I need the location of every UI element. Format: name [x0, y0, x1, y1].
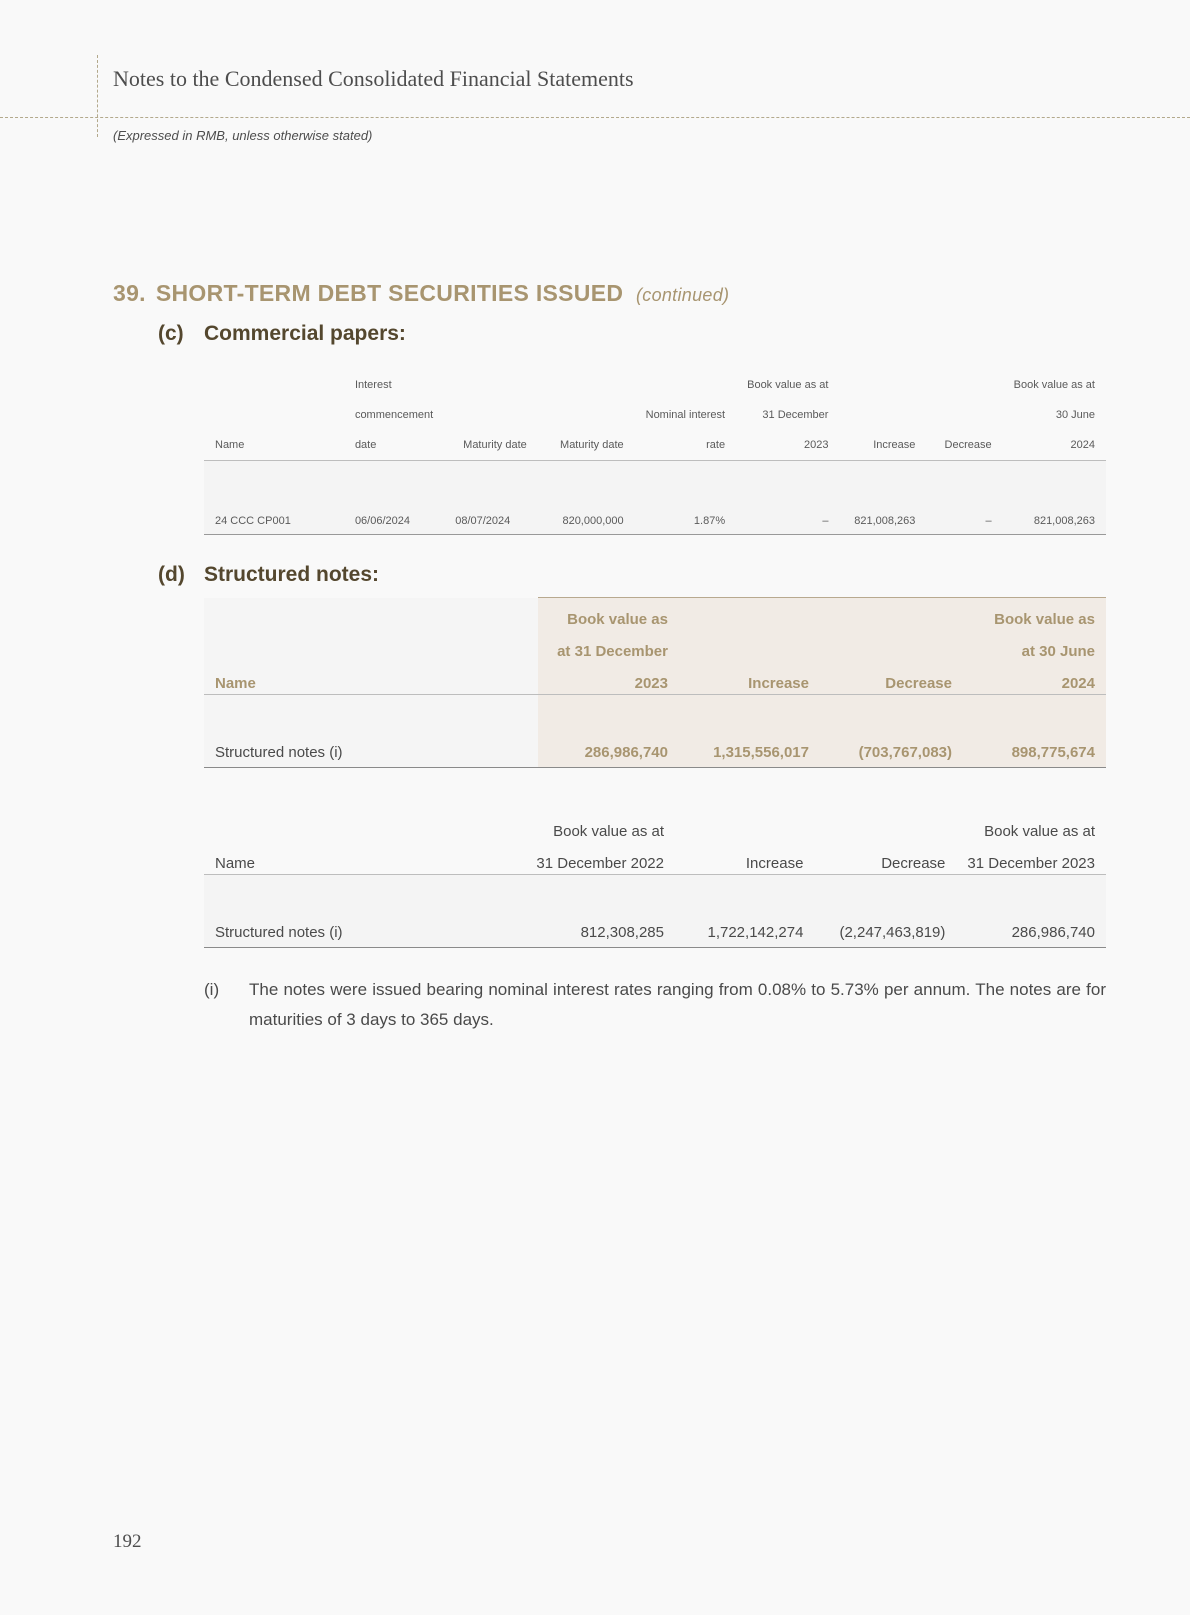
sn24-cell-closing: 898,775,674	[963, 695, 1106, 768]
sn24-header-opening-line3: 2023	[538, 662, 679, 695]
table-row	[204, 461, 1106, 535]
cp-header-bv2024-line3: 2024	[1003, 430, 1106, 461]
sn24-header-decrease: Decrease	[820, 662, 963, 695]
structured-notes-2024-table	[204, 597, 1106, 768]
structured-notes-label: (d)	[158, 563, 185, 586]
cp-cell-increase: 821,008,263	[839, 461, 926, 535]
header-decorative-vertical-line	[97, 55, 98, 137]
sn24-header-increase: Increase	[679, 662, 820, 695]
sn23-header-opening-line1: Book value as at	[553, 823, 664, 840]
cp-cell-rate: 1.87%	[635, 461, 736, 535]
sn23-header-closing-line1: Book value as at	[984, 823, 1095, 840]
cp-cell-bv2024: 821,008,263	[1003, 461, 1106, 535]
footnote-text: The notes were issued bearing nominal interest rates ranging from 0.08% to 5.73% per annum. The notes are for maturities of 3 days to 365 days.	[249, 980, 1106, 1029]
cp-cell-decrease: –	[926, 461, 1002, 535]
cp-header-date: date	[344, 430, 444, 461]
sn23-cell-decrease: (2,247,463,819)	[814, 875, 956, 948]
sn24-header-closing-line2: at 30 June	[963, 630, 1106, 662]
table-row	[204, 695, 1106, 768]
cp-cell-name: 24 CCC CP001	[204, 461, 344, 535]
cp-header-interest: Interest	[354, 379, 392, 391]
commercial-papers-title: Commercial papers:	[204, 322, 406, 345]
cp-header-bv2024-line1: Book value as at	[1013, 379, 1095, 391]
sn24-header-opening-line1: Book value as	[538, 598, 679, 631]
sn24-cell-opening: 286,986,740	[538, 695, 679, 768]
structured-notes-2023-table	[204, 810, 1106, 948]
sn24-header-closing-line3: 2024	[963, 662, 1106, 695]
page-header-subtitle: (Expressed in RMB, unless otherwise stated)	[113, 128, 373, 143]
sn23-header-increase: Increase	[675, 842, 814, 875]
footnote-marker: (i)	[204, 980, 220, 999]
cp-cell-maturity-value: 820,000,000	[538, 461, 635, 535]
sn23-cell-closing: 286,986,740	[956, 875, 1106, 948]
cp-cell-commencement: 06/06/2024	[344, 461, 444, 535]
cp-header-bv2023-line3: 2023	[736, 430, 839, 461]
page-header-title: Notes to the Condensed Consolidated Financial Statements	[113, 66, 634, 91]
sn23-header-decrease: Decrease	[814, 842, 956, 875]
structured-notes-heading	[158, 563, 379, 587]
commercial-papers-heading	[158, 322, 406, 346]
cp-cell-bv2023: –	[736, 461, 839, 535]
structured-notes-title: Structured notes:	[204, 563, 380, 586]
cp-header-increase: Increase	[839, 430, 926, 461]
cp-header-commencement: commencement	[354, 409, 434, 421]
sn23-cell-opening: 812,308,285	[525, 875, 675, 948]
sn24-cell-increase: 1,315,556,017	[679, 695, 820, 768]
cp-header-maturity-date-2: Maturity date	[538, 430, 635, 461]
section-number: 39.	[113, 280, 146, 306]
table-row	[204, 875, 1106, 948]
header-decorative-horizontal-line	[0, 117, 1190, 118]
cp-header-bv2023-line1: Book value as at	[747, 379, 829, 391]
section-title-text: SHORT-TERM DEBT SECURITIES ISSUED	[155, 280, 624, 306]
sn23-cell-name: Structured notes (i)	[204, 875, 525, 948]
page-number: 192	[113, 1531, 142, 1552]
cp-header-rate: rate	[635, 430, 736, 461]
section-title	[113, 280, 729, 307]
section-continued: (continued)	[635, 285, 730, 305]
footnote	[204, 975, 1106, 1035]
cp-cell-maturity-date: 08/07/2024	[444, 461, 538, 535]
sn24-cell-decrease: (703,767,083)	[820, 695, 963, 768]
sn24-header-closing-line1: Book value as	[963, 598, 1106, 631]
cp-header-bv2023-line2: 31 December	[762, 409, 829, 421]
cp-header-nominal-interest: Nominal interest	[645, 409, 726, 421]
cp-header-maturity-date: Maturity date	[444, 430, 538, 461]
sn24-header-opening-line2: at 31 December	[538, 630, 679, 662]
cp-header-bv2024-line2: 30 June	[1055, 409, 1095, 421]
commercial-papers-table	[204, 370, 1106, 535]
sn24-header-name: Name	[204, 662, 538, 695]
cp-header-name: Name	[204, 430, 344, 461]
sn23-header-name: Name	[204, 842, 525, 875]
sn24-cell-name: Structured notes (i)	[204, 695, 538, 768]
cp-header-decrease: Decrease	[926, 430, 1002, 461]
commercial-papers-label: (c)	[158, 322, 184, 345]
sn23-cell-increase: 1,722,142,274	[675, 875, 814, 948]
sn23-header-closing-line2: 31 December 2023	[956, 842, 1106, 875]
sn23-header-opening-line2: 31 December 2022	[525, 842, 675, 875]
